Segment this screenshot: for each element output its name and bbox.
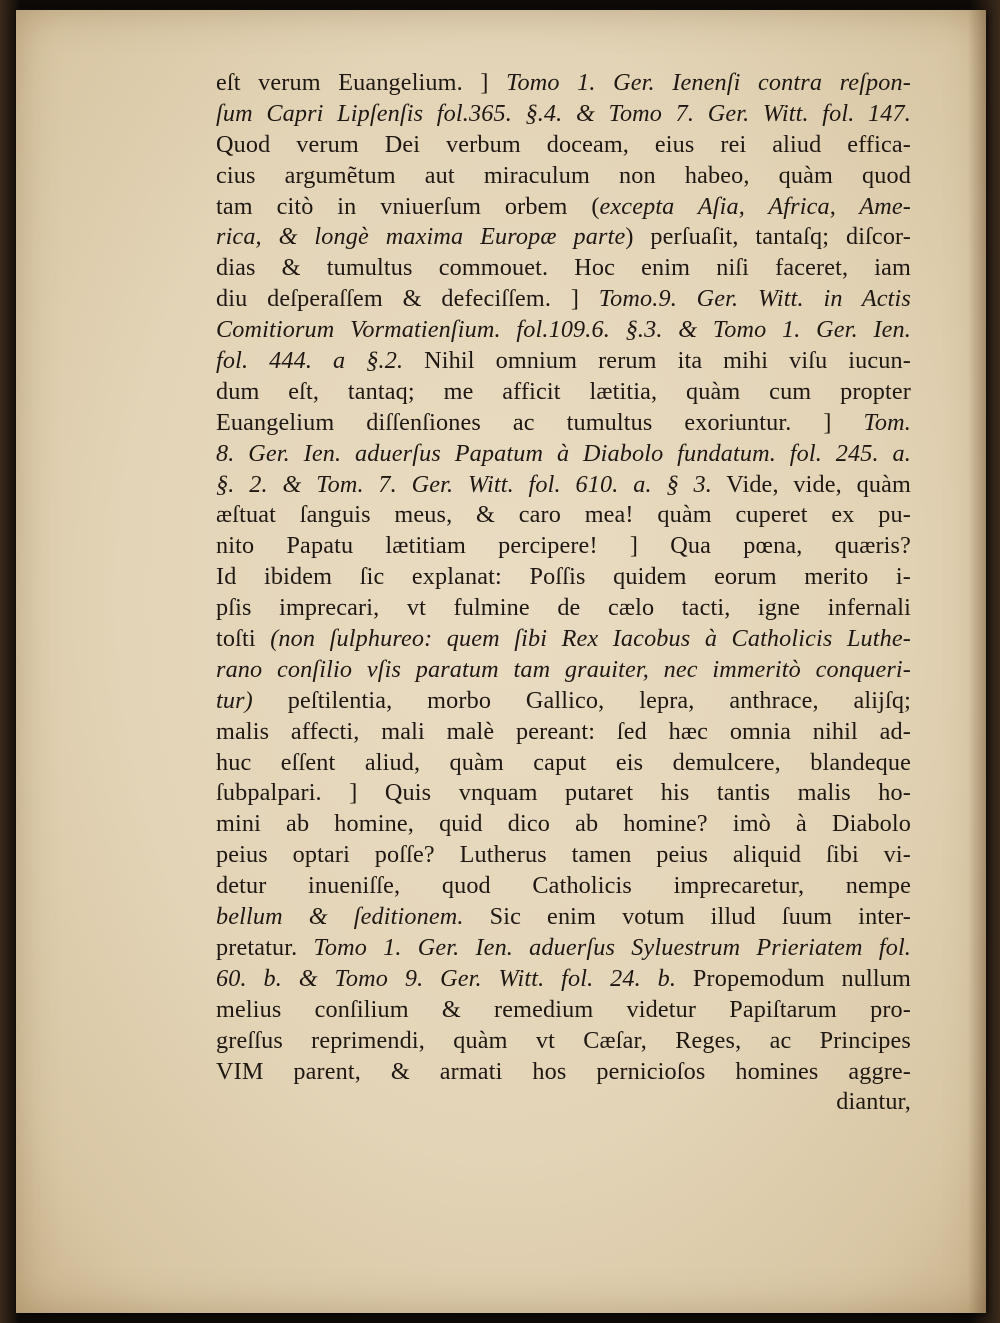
text-segment: pſis imprecari, vt fulmine de cælo tacti, igne infernali: [216, 594, 911, 622]
text-segment: greſſus reprimendi, quàm vt Cæſar, Reges, ac Principes: [216, 1026, 911, 1054]
text-segment: diu deſperaſſem & defeciſſem. ]: [216, 285, 599, 313]
text-line: [216, 500, 911, 531]
text-line: [216, 377, 911, 408]
text-line: [216, 871, 911, 902]
italic-citation: bellum & ſeditionem.: [216, 903, 464, 931]
text-line: [216, 68, 911, 99]
text-line: [216, 655, 911, 686]
text-segment: eſt verum Euangelium. ]: [216, 69, 507, 96]
text-segment: æſtuat ſanguis meus, & caro mea! quàm cuperet ex pu-: [216, 501, 911, 529]
text-line: [216, 964, 911, 995]
italic-citation: Tomo.9. Ger. Witt. in Actis: [598, 285, 911, 313]
text-segment: detur inueniſſe, quod Catholicis imprecaretur, nempe: [216, 872, 911, 900]
italic-citation: (non ſulphureo: quem ſibi Rex Iacobus à Catholicis Luthe-: [270, 625, 911, 653]
text-line: [216, 809, 911, 840]
text-line: [216, 531, 911, 562]
text-line: [216, 624, 911, 655]
text-segment: Euangelium diſſenſiones ac tumultus exoriuntur. ]: [216, 408, 864, 436]
italic-citation: tur): [216, 686, 253, 714]
text-segment: Id ibidem ſic explanat: Poſſis quidem eorum merito i-: [216, 563, 911, 591]
text-segment: dum eſt, tantaq; me afficit lætitia, quàm cum propter: [216, 377, 911, 405]
text-line: [216, 933, 911, 964]
text-line: [216, 253, 911, 284]
text-line: [216, 778, 911, 809]
text-line: [216, 1087, 911, 1118]
text-line: [216, 840, 911, 871]
text-segment: dias & tumultus commouet. Hoc enim niſi faceret, iam: [216, 254, 911, 282]
text-line: [216, 1057, 911, 1088]
italic-citation: excepta Aſia, Africa, Ame-: [599, 192, 911, 220]
text-line: [216, 902, 911, 933]
italic-citation: Tom.: [863, 408, 911, 436]
italic-citation: Tomo 1. Ger. Ienenſi contra reſpon-: [506, 69, 911, 96]
italic-citation: 8. Ger. Ien. aduerſus Papatum à Diabolo fundatum. fol. 245. a.: [216, 439, 911, 467]
text-line: [216, 408, 911, 439]
text-line: [216, 130, 911, 161]
text-line: [216, 995, 911, 1026]
text-line: [216, 562, 911, 593]
text-segment: peius optari poſſe? Lutherus tamen peius aliquid ſibi vi-: [216, 841, 911, 869]
text-line: [216, 717, 911, 748]
text-line: [216, 161, 911, 192]
text-segment: toſti: [216, 625, 271, 653]
text-segment: Nihil omnium rerum ita mihi viſu iucun-: [403, 347, 912, 375]
text-line: [216, 593, 911, 624]
italic-citation: fol. 444. a §.2.: [216, 347, 404, 375]
text-line: [216, 686, 911, 717]
text-segment: ) perſuaſit, tantaſq; diſcor-: [625, 223, 911, 251]
book-page: [16, 10, 986, 1313]
italic-citation: rano conſilio vſis paratum tam grauiter, nec immeritò conqueri-: [216, 655, 911, 683]
text-segment: Propemodum nullum: [676, 964, 911, 992]
text-line: [216, 222, 911, 253]
text-segment: diantur,: [836, 1088, 911, 1116]
text-segment: mini ab homine, quid dico ab homine? imò à Diabolo: [216, 810, 911, 838]
text-line: [216, 346, 911, 377]
text-line: [216, 748, 911, 779]
text-segment: huc eſſent aliud, quàm caput eis demulcere, blandeque: [216, 748, 911, 776]
text-segment: VIM parent, & armati hos pernicioſos homines aggre-: [216, 1057, 911, 1085]
text-line: [216, 470, 911, 501]
text-segment: Quod verum Dei verbum doceam, eius rei aliud effica-: [216, 130, 911, 158]
text-segment: pretatur.: [216, 933, 314, 961]
text-segment: malis affecti, mali malè pereant: ſed hæc omnia nihil ad-: [216, 717, 911, 745]
italic-citation: §. 2. & Tom. 7. Ger. Witt. fol. 610. a. § 3.: [216, 470, 712, 498]
text-line: [216, 284, 911, 315]
text-segment: tam citò in vniuerſum orbem (: [216, 192, 600, 220]
italic-citation: ſum Capri Lipſenſis fol.365. §.4. & Tomo 7. Ger. Witt. fol. 147.: [216, 99, 911, 127]
italic-citation: Comitiorum Vormatienſium. fol.109.6. §.3. & Tomo 1. Ger. Ien.: [216, 316, 911, 344]
text-segment: Vide, vide, quàm: [711, 470, 911, 498]
text-segment: Sic enim votum illud ſuum inter-: [463, 903, 911, 931]
text-line: [216, 1026, 911, 1057]
text-segment: cius argumẽtum aut miraculum non habeo, quàm quod: [216, 161, 911, 189]
italic-citation: Tomo 1. Ger. Ien. aduerſus Syluestrum Prieriatem fol.: [313, 933, 912, 961]
body-text: [216, 68, 911, 1118]
text-line: [216, 99, 911, 130]
text-line: [216, 192, 911, 223]
italic-citation: rica, & longè maxima Europæ parte: [216, 223, 626, 251]
text-line: [216, 439, 911, 470]
text-segment: nito Papatu lætitiam percipere! ] Qua pœna, quæris?: [216, 532, 911, 560]
text-segment: peſtilentia, morbo Gallico, lepra, anthrace, alijſq;: [252, 686, 911, 714]
text-segment: melius conſilium & remedium videtur Papiſtarum pro-: [216, 995, 911, 1023]
text-segment: ſubpalpari. ] Quis vnquam putaret his tantis malis ho-: [216, 779, 911, 807]
text-line: [216, 315, 911, 346]
italic-citation: 60. b. & Tomo 9. Ger. Witt. fol. 24. b.: [216, 964, 677, 992]
